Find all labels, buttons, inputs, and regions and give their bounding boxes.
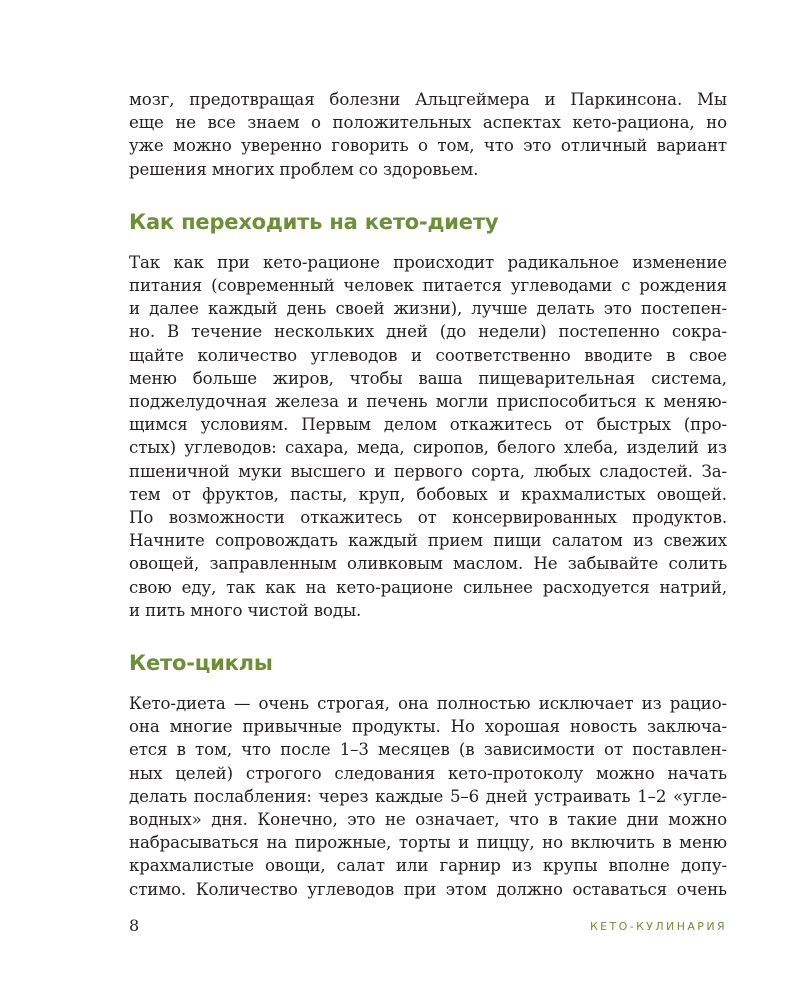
page-footer bbox=[129, 916, 727, 940]
running-head: КЕТО-КУЛИНАРИЯ bbox=[589, 920, 727, 933]
page-body bbox=[129, 88, 727, 901]
text-line: и далее каждый день своей жизни), лучше делать это постепен- bbox=[129, 299, 727, 319]
text-line: крахмалистые овощи, салат или гарнир из крупы вполне допу- bbox=[129, 856, 727, 876]
text-line: щимся условиям. Первым делом откажитесь от быстрых (про- bbox=[129, 415, 727, 435]
text-line: щайте количество углеводов и соответственно вводите в свое bbox=[129, 345, 727, 365]
text-line: Так как при кето-рационе происходит радикальное изменение bbox=[129, 252, 727, 272]
page-number: 8 bbox=[129, 916, 140, 935]
text-line: стых) углеводов: сахара, меда, сиропов, белого хлеба, изделий из bbox=[129, 438, 727, 458]
text-line: но. В течение нескольких дней (до недели) постепенно сокра- bbox=[129, 322, 727, 342]
text-line: свою еду, так как на кето-рационе сильнее расходуется натрий, bbox=[129, 577, 727, 597]
text-line: овощей, заправленным оливковым маслом. Не забывайте солить bbox=[129, 554, 727, 574]
text-line: питания (современный человек питается углеводами с рождения bbox=[129, 276, 727, 296]
text-line: По возможности откажитесь от консервированных продуктов. bbox=[129, 508, 727, 528]
text-line: решения многих проблем со здоровьем. bbox=[129, 159, 479, 179]
text-line: набрасываться на пирожные, торты и пиццу, но включить в меню bbox=[129, 833, 727, 853]
text-line: меню больше жиров, чтобы ваша пищеварительная система, bbox=[129, 368, 727, 388]
section-heading-keto-cycles: Кето-циклы bbox=[129, 651, 273, 676]
text-line: тем от фруктов, пасты, круп, бобовых и крахмалистых овощей. bbox=[129, 484, 727, 504]
text-line: еще не все знаем о положительных аспектах кето-рациона, но bbox=[129, 113, 727, 133]
text-line: ных целей) строгого следования кето-протоколу можно начать bbox=[129, 763, 727, 783]
text-line: Начните сопровождать каждый прием пищи салатом из свежих bbox=[129, 531, 727, 551]
text-line: мозг, предотвращая болезни Альцгеймера и Паркинсона. Мы bbox=[129, 90, 727, 109]
text-line: пшеничной муки высшего и первого сорта, любых сладостей. За- bbox=[129, 461, 727, 481]
section-heading-keto-transition: Как переходить на кето-диету bbox=[129, 209, 499, 234]
text-line: ется в том, что после 1–3 месяцев (в зависимости от поставлен- bbox=[129, 740, 727, 760]
text-line: водных» дня. Конечно, это не означает, что в такие дни можно bbox=[129, 810, 727, 830]
text-line: поджелудочная железа и печень могли приспособиться к меняю- bbox=[129, 392, 727, 412]
section-paragraph-keto-transition bbox=[129, 251, 727, 622]
text-line: и пить много чистой воды. bbox=[129, 600, 362, 620]
text-line: делать послабления: через каждые 5–6 дней устраивать 1–2 «угле- bbox=[129, 786, 727, 806]
text-line: уже можно уверенно говорить о том, что это отличный вариант bbox=[129, 136, 727, 156]
section-paragraph-keto-cycles bbox=[129, 692, 727, 901]
intro-paragraph bbox=[129, 88, 727, 181]
text-line: она многие привычные продукты. Но хорошая новость заключа- bbox=[129, 717, 727, 737]
text-line: Кето-диета — очень строгая, она полностью исключает из рацио- bbox=[129, 694, 727, 714]
text-line: стимо. Количество углеводов при этом должно оставаться очень bbox=[129, 879, 727, 899]
